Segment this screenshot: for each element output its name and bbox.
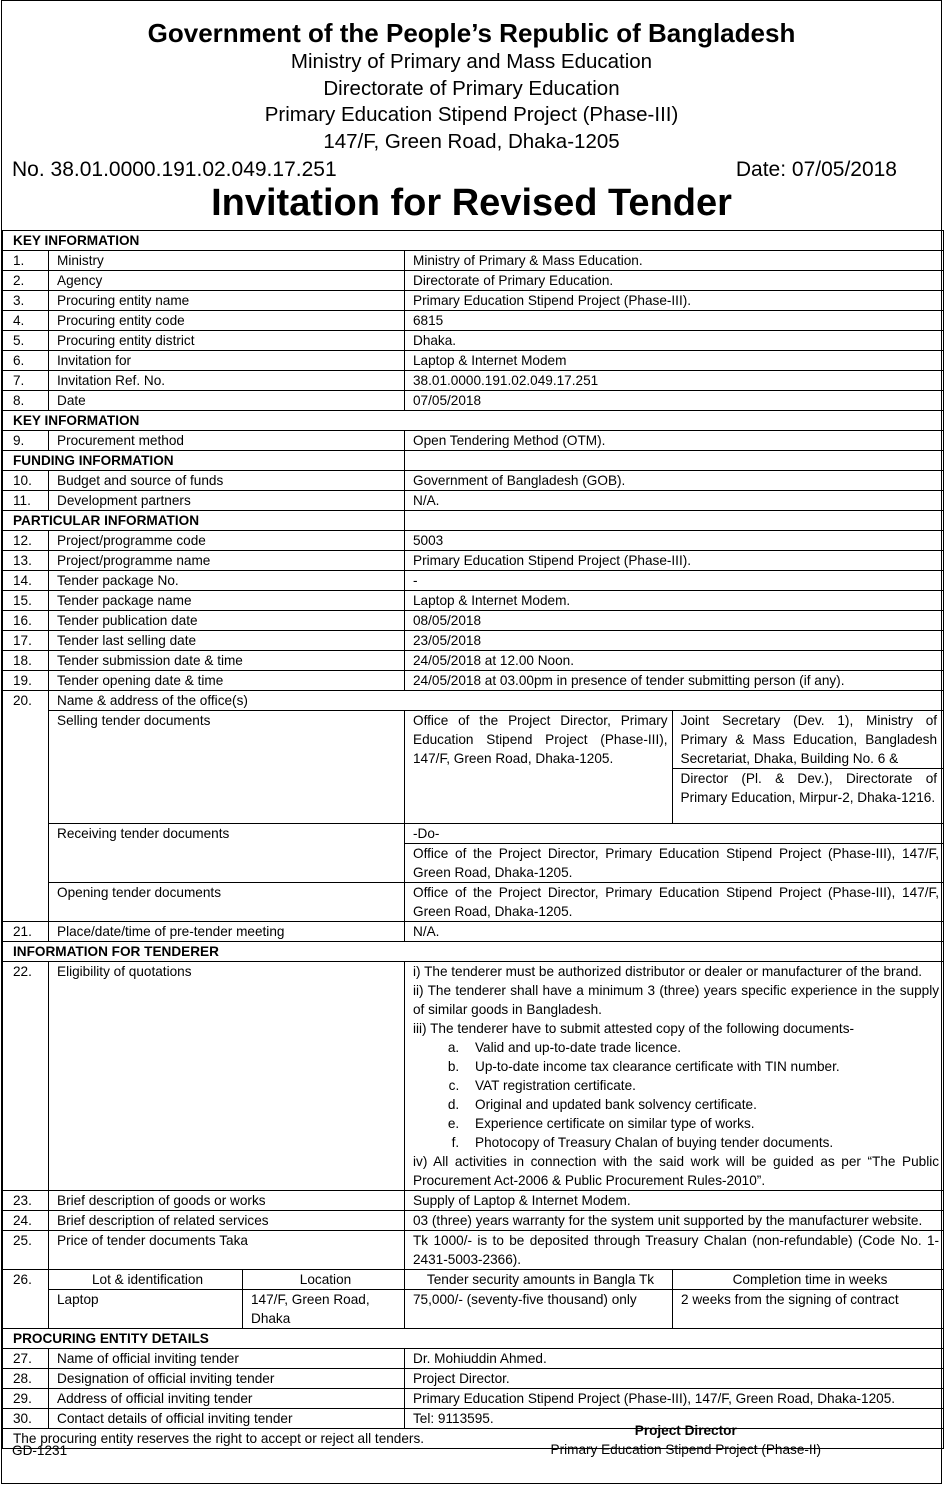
letterhead	[2, 17, 941, 155]
list-item: b. Up-to-date income tax clearance certificate with TIN number.	[463, 1057, 939, 1076]
table-row: 8. Date 07/05/2018	[3, 391, 944, 411]
government-heading: Government of the People’s Republic of Bangladesh	[147, 18, 796, 48]
table-row: 23. Brief description of goods or works Supply of Laptop & Internet Modem.	[3, 1191, 944, 1211]
table-row: 21. Place/date/time of pre-tender meeting N/A.	[3, 922, 944, 942]
section-heading: KEY INFORMATION	[3, 411, 944, 431]
project-line: Primary Education Stipend Project (Phase-III)	[264, 103, 679, 126]
tender-notice	[1, 0, 942, 1484]
table-row: 7. Invitation Ref. No. 38.01.0000.191.02.049.17.251	[3, 371, 944, 391]
table-row: 17. Tender last selling date 23/05/2018	[3, 631, 944, 651]
table-row: 1. Ministry Ministry of Primary & Mass Education.	[3, 251, 944, 271]
table-row: 5. Procuring entity district Dhaka.	[3, 331, 944, 351]
list-item: f. Photocopy of Treasury Chalan of buying tender documents.	[463, 1133, 939, 1152]
selling-office-3: Director (Pl. & Dev.), Directorate of Primary Education, Mirpur-2, Dhaka-1216.	[680, 771, 938, 805]
selling-offices	[405, 711, 944, 824]
tender-table	[2, 230, 944, 1449]
table-row: 22. Eligibility of quotations i) The tenderer must be authorized distributor or dealer or manufacturer of the brand. ii) The tenderer shall have a minimum 3 (three) years specific experience in the supply of similar goods in Bangladesh. iii) The tenderer have to submit attested copy of the following documents- a. Valid and up-to-date trade licence. b. Up-to-date income tax clearance certificate with TIN number. c. VAT registration certificate. d. Original and updated bank solvency certificate. e. Experience certificate on similar type of works. f. Photocopy of Treasury Chalan of buying tender documents. iv) All activities in connection with the said work will be guided as per “The Public Procurement Act-2006 & Public Procurement Rules-2010”.	[3, 962, 944, 1191]
table-row: 25. Price of tender documents Taka Tk 1000/- is to be deposited through Treasury Chalan (non-refundable) (Code No. 1-2431-5003-2366).	[3, 1231, 944, 1270]
list-item: c. VAT registration certificate.	[463, 1076, 939, 1095]
table-row: Opening tender documents Office of the Project Director, Primary Education Stipend Project (Phase-III), 147/F, Green Road, Dhaka-1205.	[3, 883, 944, 922]
table-row: 30. Contact details of official inviting tender Tel: 9113595.	[3, 1409, 944, 1429]
selling-office-2: Joint Secretary (Dev. 1), Ministry of Primary & Mass Education, Bangladesh Secretariat, Dhaka, Building No. 6 &	[673, 711, 944, 769]
list-item: a. Valid and up-to-date trade licence.	[463, 1038, 939, 1057]
section-heading: PROCURING ENTITY DETAILS	[3, 1329, 944, 1349]
table-row: Office of the Project Director, Primary Education Stipend Project (Phase-III), 147/F, Green Road, Dhaka-1205.	[3, 844, 944, 883]
list-item: e. Experience certificate on similar type of works.	[463, 1114, 939, 1133]
table-row: 13. Project/programme name Primary Education Stipend Project (Phase-III).	[3, 551, 944, 571]
table-row: 4. Procuring entity code 6815	[3, 311, 944, 331]
table-row: 2. Agency Directorate of Primary Education.	[3, 271, 944, 291]
table-row: 15. Tender package name Laptop & Internet Modem.	[3, 591, 944, 611]
table-row: 29. Address of official inviting tender Primary Education Stipend Project (Phase-III), 147/F, Green Road, Dhaka-1205.	[3, 1389, 944, 1409]
table-row: Selling tender documents Office of the Project Director, Primary Education Stipend Project (Phase-III), 147/F, Green Road, Dhaka-1205. Joint Secretary (Dev. 1), Ministry of Primary & Mass Education, Bangladesh Secretariat, Dhaka, Building No. 6 & Director (Pl. & Dev.), Directorate of Primary Education, Mirpur-2, Dhaka-1216.	[3, 711, 944, 824]
required-documents-list	[413, 1038, 939, 1152]
reference-number: No. 38.01.0000.191.02.049.17.251	[12, 158, 337, 181]
table-row: 3. Procuring entity name Primary Education Stipend Project (Phase-III).	[3, 291, 944, 311]
signature-block	[551, 1421, 821, 1459]
table-row: Laptop 147/F, Green Road, Dhaka 75,000/- (seventy-five thousand) only 2 weeks from the signing of contract	[3, 1290, 944, 1329]
table-row: 11. Development partners N/A.	[3, 491, 944, 511]
table-row: 27. Name of official inviting tender Dr. Mohiuddin Ahmed.	[3, 1349, 944, 1369]
section-heading: KEY INFORMATION	[3, 231, 944, 251]
section-heading: INFORMATION FOR TENDERER	[3, 942, 944, 962]
table-row: 12. Project/programme code 5003	[3, 531, 944, 551]
table-row: 24. Brief description of related services 03 (three) years warranty for the system unit supported by the manufacturer website.	[3, 1211, 944, 1231]
table-row: 10. Budget and source of funds Government of Bangladesh (GOB).	[3, 471, 944, 491]
table-row: 28. Designation of official inviting tender Project Director.	[3, 1369, 944, 1389]
section-heading: FUNDING INFORMATION	[3, 451, 944, 471]
signatory-organization: Primary Education Stipend Project (Phase-II)	[550, 1442, 821, 1457]
table-row: 19. Tender opening date & time 24/05/2018 at 03.00pm in presence of tender submitting person (if any).	[3, 671, 944, 691]
footer	[2, 1421, 941, 1483]
selling-office-1: Office of the Project Director, Primary Education Stipend Project (Phase-III), 147/F, Green Road, Dhaka-1205.	[405, 711, 673, 823]
table-row: 16. Tender publication date 08/05/2018	[3, 611, 944, 631]
reserve-note-row: The procuring entity reserves the right to accept or reject all tenders.	[3, 1429, 944, 1449]
page-title: Invitation for Revised Tender	[211, 182, 732, 224]
directorate-line: Directorate of Primary Education	[323, 76, 620, 100]
address-line: 147/F, Green Road, Dhaka-1205	[323, 129, 620, 153]
table-row: Receiving tender documents -Do-	[3, 824, 944, 844]
table-row: 20. Name & address of the office(s)	[3, 691, 944, 711]
table-row: 18. Tender submission date & time 24/05/2018 at 12.00 Noon.	[3, 651, 944, 671]
table-row: 6. Invitation for Laptop & Internet Modem	[3, 351, 944, 371]
ministry-line: Ministry of Primary and Mass Education	[290, 50, 653, 73]
eligibility-text: i) The tenderer must be authorized distributor or dealer or manufacturer of the brand. ii) The tenderer shall have a minimum 3 (three) years specific experience in the supply of similar goods in Bangladesh. iii) The tenderer have to submit attested copy of the following documents- a. Valid and up-to-date trade licence. b. Up-to-date income tax clearance certificate with TIN number. c. VAT registration certificate. d. Original and updated bank solvency certificate. e. Experience certificate on similar type of works. f. Photocopy of Treasury Chalan of buying tender documents. iv) All activities in connection with the said work will be guided as per “The Public Procurement Act-2006 & Public Procurement Rules-2010”.	[405, 962, 944, 1191]
table-row: 26. Lot & identification Location Tender security amounts in Bangla Tk Completion time in weeks	[3, 1270, 944, 1290]
notice-date: Date: 07/05/2018	[735, 158, 897, 181]
table-row: 9. Procurement method Open Tendering Method (OTM).	[3, 431, 944, 451]
list-item: d. Original and updated bank solvency certificate.	[463, 1095, 939, 1114]
table-row: 14. Tender package No. -	[3, 571, 944, 591]
signatory-title: Project Director	[634, 1423, 737, 1438]
section-heading: PARTICULAR INFORMATION	[3, 511, 944, 531]
gd-code: GD-1231	[12, 1443, 68, 1458]
